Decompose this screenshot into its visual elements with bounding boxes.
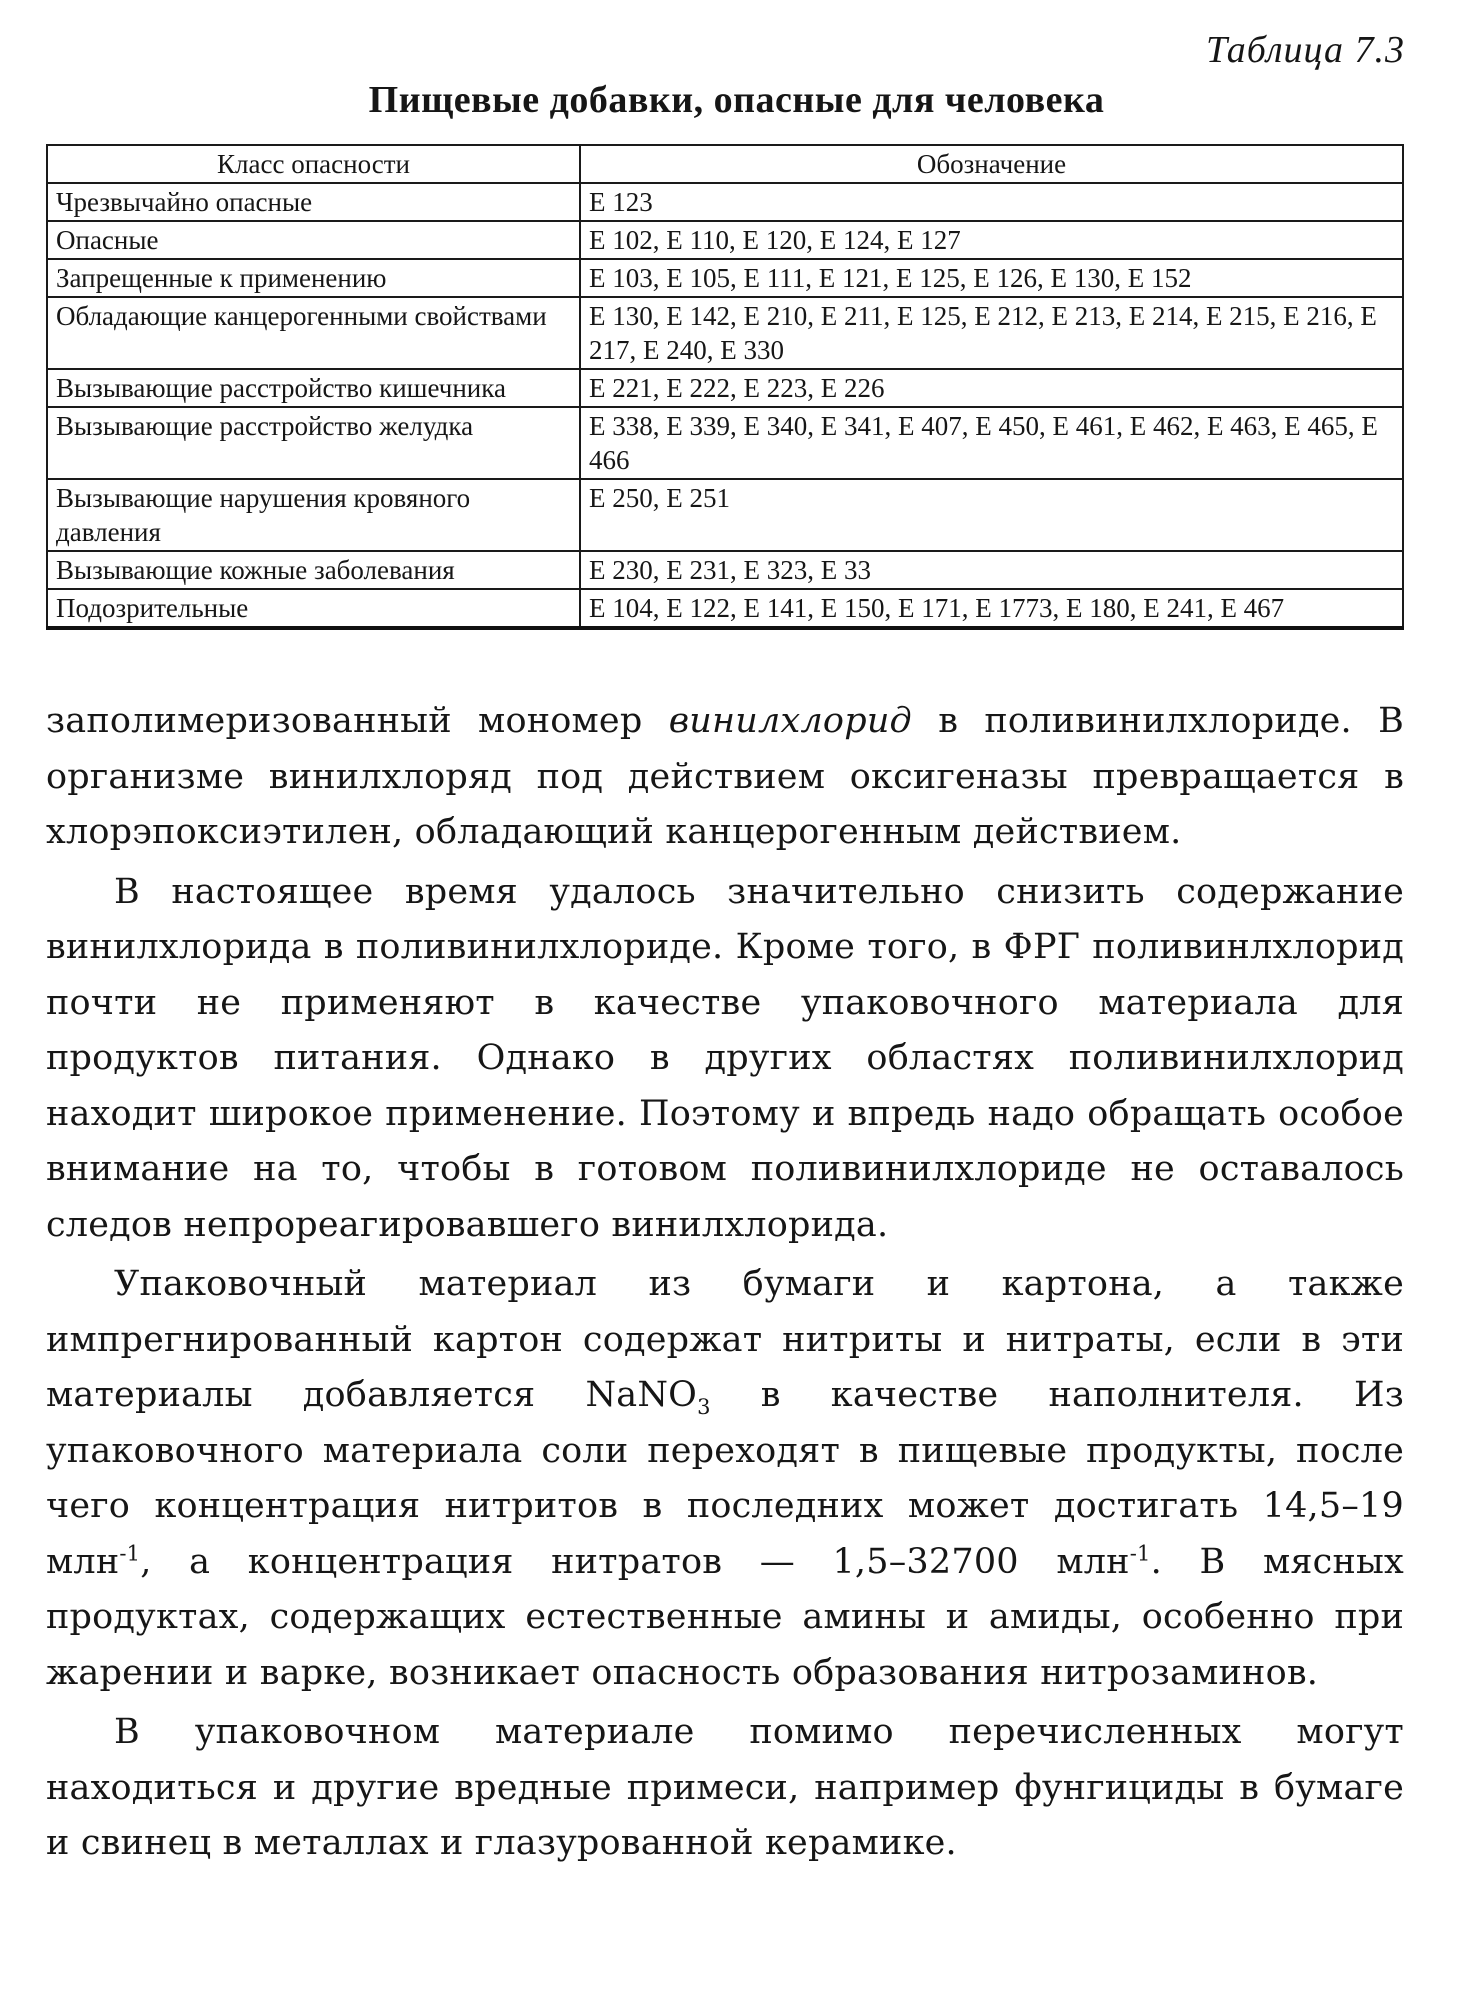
additives-table <box>46 144 1404 630</box>
designation-cell: E 123 <box>580 183 1403 221</box>
table-row <box>47 259 1403 297</box>
paragraph-3-part-3: , а концентрация нитратов — 1,5–32700 млн <box>140 1541 1130 1582</box>
hazard-class-cell: Обладающие канцерогенными свойствами <box>47 297 580 369</box>
table-row <box>47 369 1403 407</box>
unit-superscript: -1 <box>119 1540 141 1565</box>
designation-cell: E 338, E 339, E 340, E 341, E 407, E 450, E 461, E 462, E 463, E 465, E 466 <box>580 407 1403 479</box>
hazard-class-cell: Вызывающие нарушения кровяного давления <box>47 479 580 551</box>
paragraph-1-end: в поливинилхлориде. В организме винилхлоряд под действием оксигеназы превращается в хлорэпоксиэтилен, обладающий канцерогенным действием. <box>46 701 1404 852</box>
paragraph-2: В настоящее время удалось значительно снизить содержание винилхлорида в поливинилхлориде. Кроме того, в ФРГ поливинлхлорид почти не применяют в качестве упаковочного материала для продуктов питания. Однако в других областях поливинилхлорид находит широкое применение. Поэтому и впредь надо обращать особое внимание на то, чтобы в готовом поливинилхлориде не оставалось следов непрореагировавшего винилхлорида. <box>46 871 1404 1245</box>
designation-cell: E 130, E 142, E 210, E 211, E 125, E 212, E 213, E 214, E 215, E 216, E 217, E 240, E 330 <box>580 297 1403 369</box>
table-title: Пищевые добавки, опасные для человека <box>368 79 1105 121</box>
table-caption: Таблица 7.3 <box>1206 29 1405 71</box>
paragraph-4: В упаковочном материале помимо перечисленных могут находиться и другие вредные примеси, например фунгициды в бумаге и свинец в металлах и глазурованной керамике. <box>46 1712 1404 1863</box>
hazard-class-cell: Опасные <box>47 221 580 259</box>
paragraph-3 <box>46 1257 1404 1701</box>
paragraph-1 <box>46 694 1404 861</box>
hazard-class-cell: Вызывающие расстройство кишечника <box>47 369 580 407</box>
table-row <box>47 407 1403 479</box>
designation-cell: E 250, E 251 <box>580 479 1403 551</box>
designation-cell: E 104, E 122, E 141, E 150, E 171, E 1773, E 180, E 241, E 467 <box>580 589 1403 628</box>
paragraph-1-start: заполимеризованный мономер <box>46 701 669 741</box>
designation-cell: E 221, E 222, E 223, E 226 <box>580 369 1403 407</box>
designation-cell: E 103, E 105, E 111, E 121, E 125, E 126, E 130, E 152 <box>580 259 1403 297</box>
term-vinyl-chloride: винилхлорид <box>668 701 912 741</box>
formula-subscript: 3 <box>697 1395 711 1419</box>
table-row <box>47 183 1403 221</box>
header-designation: Обозначение <box>580 145 1403 183</box>
table-row <box>47 221 1403 259</box>
designation-cell: E 102, E 110, E 120, E 124, E 127 <box>580 221 1403 259</box>
header-hazard-class: Класс опасности <box>47 145 580 183</box>
table-row <box>47 551 1403 589</box>
formula-main: NaNO <box>585 1375 698 1415</box>
hazard-class-cell: Вызывающие кожные заболевания <box>47 551 580 589</box>
hazard-class-cell: Чрезвычайно опасные <box>47 183 580 221</box>
table-row <box>47 479 1403 551</box>
designation-cell: E 230, E 231, E 323, E 33 <box>580 551 1403 589</box>
table-header-row <box>47 145 1403 183</box>
hazard-class-cell: Запрещенные к применению <box>47 259 580 297</box>
hazard-class-cell: Подозрительные <box>47 589 580 628</box>
table-row <box>47 589 1403 628</box>
body-text <box>46 694 1404 1872</box>
hazard-class-cell: Вызывающие расстройство желудка <box>47 407 580 479</box>
formula-sodium-nitrate <box>585 1375 711 1419</box>
unit-superscript: -1 <box>1129 1540 1151 1565</box>
paragraph-3-part-2: в качестве наполнителя. Из упаковочного материала соли переходят в пищевые продукты, после чего концентрация нитритов в последних может достигать 14,5–19 млн <box>46 1375 1404 1582</box>
paragraph-3-part-4: . В мясных продуктах, содержащих естественные амины и амиды, особенно при жарении и варке, возникает опасность образования нитрозаминов. <box>46 1541 1404 1693</box>
table-row <box>47 297 1403 369</box>
paragraph-3-part-1: Упаковочный материал из бумаги и картона, а также импрегнированный картон содержат нитриты и нитраты, если в эти материалы добавляется <box>46 1264 1404 1415</box>
